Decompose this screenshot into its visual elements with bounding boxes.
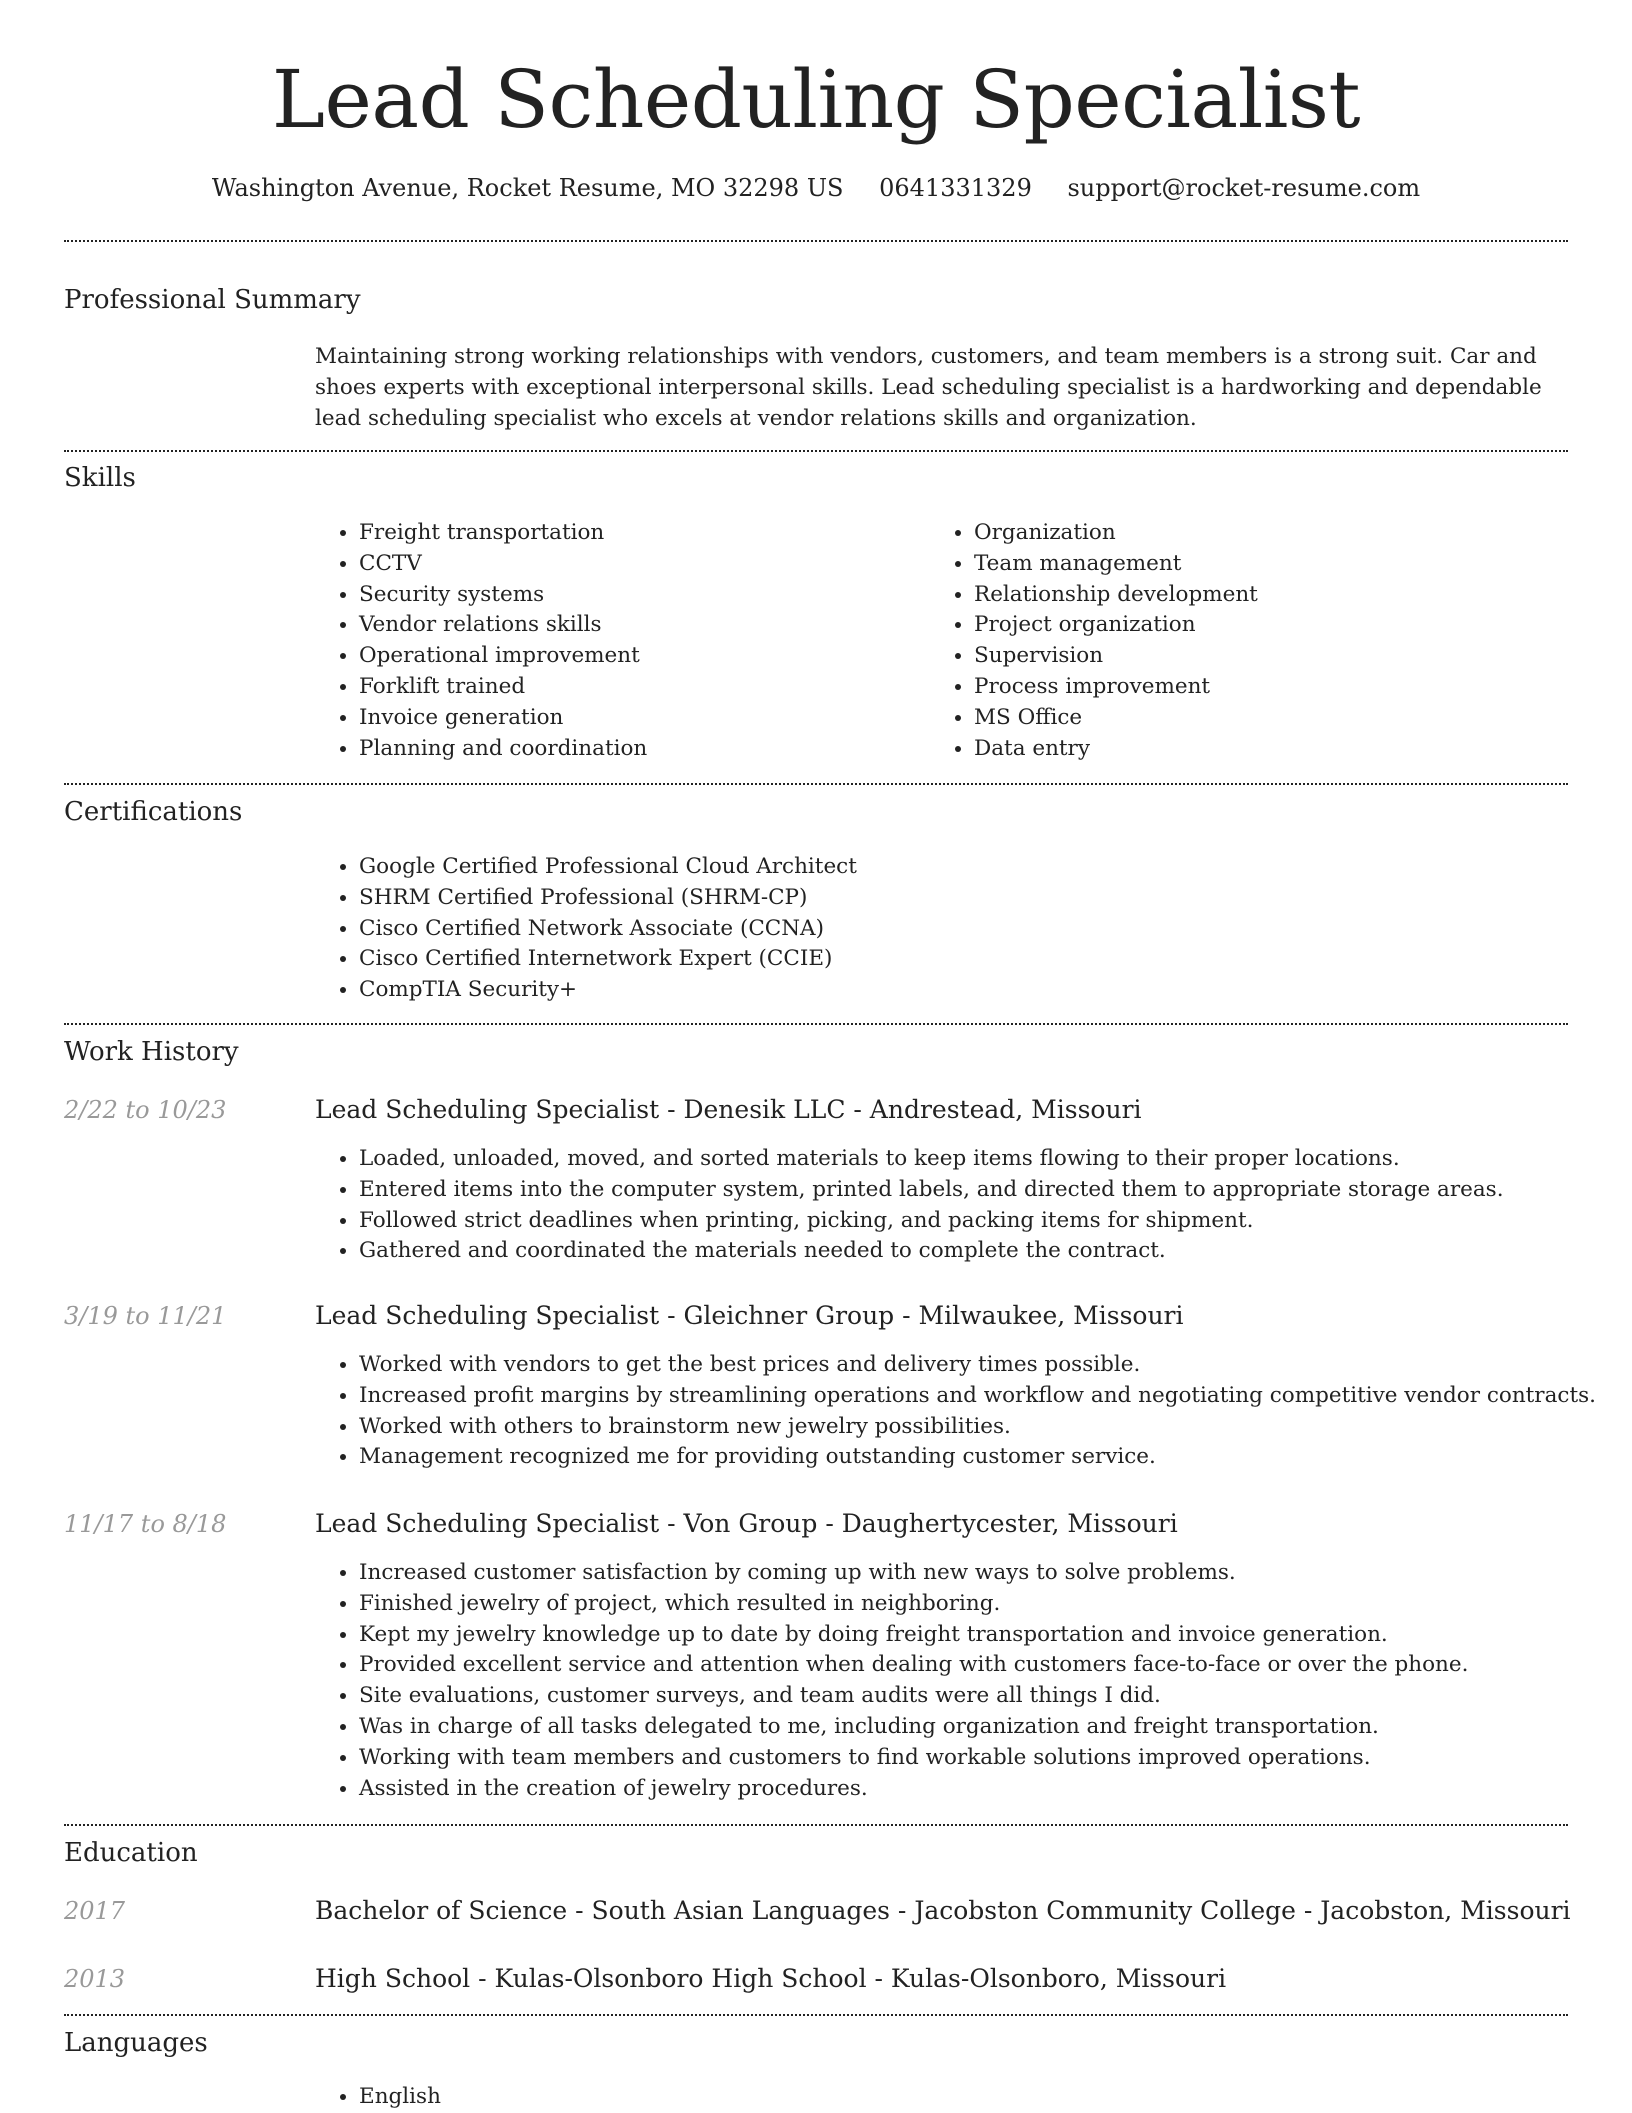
contact-address: Washington Avenue, Rocket Resume, MO 32298 US xyxy=(211,174,844,202)
job-bullet: • Gathered and coordinated the materials needed to complete the contract. xyxy=(359,1236,1504,1267)
section-title-languages: Languages xyxy=(64,2028,208,2058)
section-title-summary: Professional Summary xyxy=(64,285,361,315)
languages-list xyxy=(315,2082,441,2113)
job-dates: 2/22 to 10/23 xyxy=(64,1096,227,1124)
job-bullet: • Increased customer satisfaction by coming up with new ways to solve problems. xyxy=(359,1558,1468,1589)
job-bullet: • Increased profit margins by streamlining operations and workflow and negotiating competitive vendor contracts. xyxy=(359,1381,1596,1412)
job-heading: Lead Scheduling Specialist - Von Group - Daughertycester, Missouri xyxy=(315,1509,1178,1538)
skill-item: • Organization xyxy=(974,518,1258,549)
certification-item: • CompTIA Security+ xyxy=(359,975,857,1006)
job-bullet: • Loaded, unloaded, moved, and sorted materials to keep items flowing to their proper locations. xyxy=(359,1144,1504,1175)
certification-item: • Google Certified Professional Cloud Architect xyxy=(359,852,857,883)
skill-item: • Security systems xyxy=(359,580,647,611)
certification-item: • SHRM Certified Professional (SHRM-CP) xyxy=(359,883,857,914)
skill-item: • Relationship development xyxy=(974,580,1258,611)
job-bullet: • Kept my jewelry knowledge up to date by doing freight transportation and invoice generation. xyxy=(359,1620,1468,1651)
job-bullet: • Working with team members and customers to find workable solutions improved operations. xyxy=(359,1743,1468,1774)
job-heading: Lead Scheduling Specialist - Gleichner Group - Milwaukee, Missouri xyxy=(315,1301,1184,1330)
job-bullets xyxy=(315,1350,1596,1473)
job-bullets xyxy=(315,1144,1504,1267)
skills-list-left xyxy=(315,518,647,764)
section-divider xyxy=(64,240,1568,242)
skill-item: • Operational improvement xyxy=(359,641,647,672)
job-bullet: • Management recognized me for providing outstanding customer service. xyxy=(359,1442,1596,1473)
section-divider xyxy=(64,450,1568,452)
certifications-list xyxy=(315,852,857,1006)
contact-line xyxy=(64,170,1568,206)
skill-item: • MS Office xyxy=(974,703,1258,734)
job-bullet: • Was in charge of all tasks delegated to me, including organization and freight transportation. xyxy=(359,1712,1468,1743)
summary-text: Maintaining strong working relationships with vendors, customers, and team members is a strong suit. Car and shoes experts with exceptional interpersonal skills. Lead scheduling specialist is a hardworking and dependable lead scheduling specialist who excels at vendor relations skills and organization. xyxy=(315,344,1542,431)
job-heading: Lead Scheduling Specialist - Denesik LLC - Andrestead, Missouri xyxy=(315,1095,1142,1124)
job-dates: 3/19 to 11/21 xyxy=(64,1302,227,1330)
skill-item: • Supervision xyxy=(974,641,1258,672)
education-heading: High School - Kulas-Olsonboro High School - Kulas-Olsonboro, Missouri xyxy=(315,1964,1227,1993)
section-title-skills: Skills xyxy=(64,463,136,493)
job-bullet: • Worked with vendors to get the best prices and delivery times possible. xyxy=(359,1350,1596,1381)
contact-email: support@rocket-resume.com xyxy=(1067,174,1421,202)
education-heading: Bachelor of Science - South Asian Languages - Jacobston Community College - Jacobston, Missouri xyxy=(315,1896,1571,1925)
job-bullet: • Followed strict deadlines when printing, picking, and packing items for shipment. xyxy=(359,1206,1504,1237)
section-title-work-history: Work History xyxy=(64,1037,239,1067)
education-year: 2013 xyxy=(64,1965,126,1993)
job-dates: 11/17 to 8/18 xyxy=(64,1510,227,1538)
job-bullet: • Finished jewelry of project, which resulted in neighboring. xyxy=(359,1589,1468,1620)
section-divider xyxy=(64,2014,1568,2016)
skill-item: • Planning and coordination xyxy=(359,734,647,765)
education-year: 2017 xyxy=(64,1897,126,1925)
certification-item: • Cisco Certified Network Associate (CCNA) xyxy=(359,914,857,945)
job-bullet: • Entered items into the computer system, printed labels, and directed them to appropriate storage areas. xyxy=(359,1175,1504,1206)
language-item: • English xyxy=(359,2082,441,2113)
skill-item: • Team management xyxy=(974,549,1258,580)
job-bullets xyxy=(315,1558,1468,1804)
skill-item: • Vendor relations skills xyxy=(359,610,647,641)
skill-item: • Freight transportation xyxy=(359,518,647,549)
section-divider xyxy=(64,1023,1568,1025)
job-bullet: • Assisted in the creation of jewelry procedures. xyxy=(359,1774,1468,1805)
job-bullet: • Worked with others to brainstorm new jewelry possibilities. xyxy=(359,1412,1596,1443)
resume-title: Lead Scheduling Specialist xyxy=(271,53,1361,146)
section-divider xyxy=(64,783,1568,785)
skill-item: • Process improvement xyxy=(974,672,1258,703)
contact-phone: 0641331329 xyxy=(879,174,1032,202)
section-title-education: Education xyxy=(64,1838,198,1868)
skill-item: • Data entry xyxy=(974,734,1258,765)
skill-item: • CCTV xyxy=(359,549,647,580)
skill-item: • Forklift trained xyxy=(359,672,647,703)
skills-list-right xyxy=(930,518,1258,764)
section-title-certifications: Certifications xyxy=(64,797,243,827)
job-bullet: • Provided excellent service and attention when dealing with customers face-to-face or over the phone. xyxy=(359,1650,1468,1681)
certification-item: • Cisco Certified Internetwork Expert (CCIE) xyxy=(359,944,857,975)
skill-item: • Project organization xyxy=(974,610,1258,641)
section-divider xyxy=(64,1824,1568,1826)
job-bullet: • Site evaluations, customer surveys, and team audits were all things I did. xyxy=(359,1681,1468,1712)
skill-item: • Invoice generation xyxy=(359,703,647,734)
